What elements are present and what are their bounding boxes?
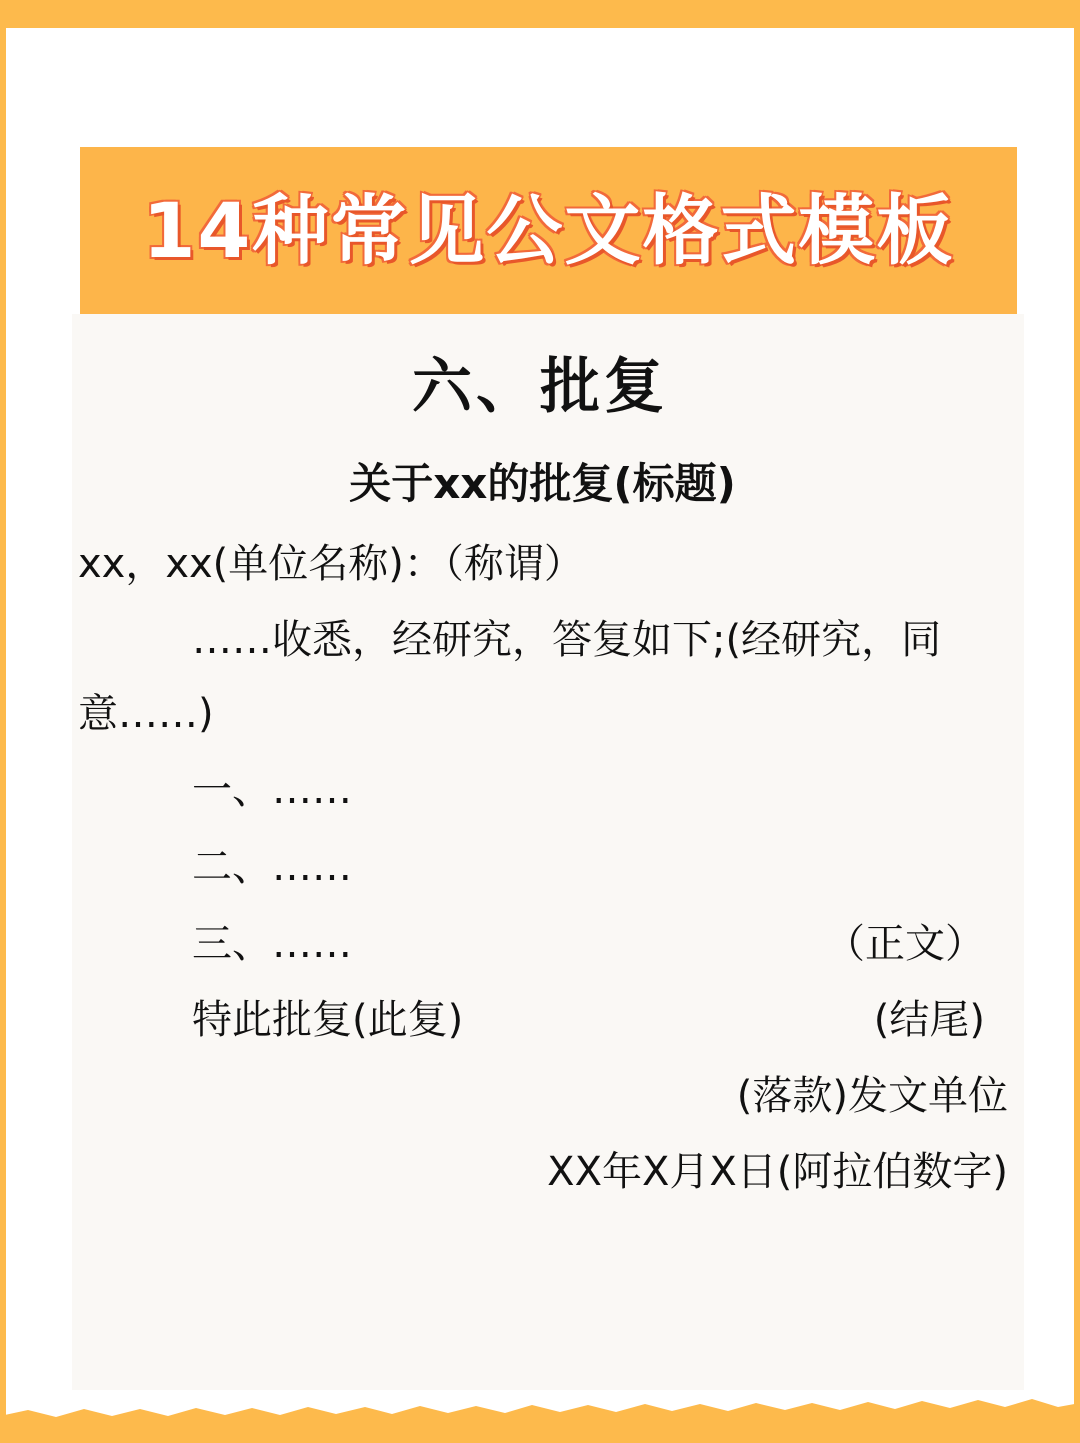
list-item: 三、…… <box>192 921 352 967</box>
banner-title: 14种常见公文格式模板 <box>142 186 955 275</box>
signature-line: (落款)发文单位 <box>736 1073 1008 1119</box>
closing-note: (结尾) <box>873 997 985 1043</box>
document-title: 关于xx的批复(标题) <box>349 459 736 508</box>
body-line-1: ……收悉，经研究，答复如下;(经研究，同 <box>192 617 942 663</box>
title-banner <box>80 147 1017 314</box>
torn-paper-bottom-edge <box>0 1383 1080 1443</box>
body-line-2: 意……) <box>78 691 214 737</box>
closing-line: 特此批复(此复) <box>192 997 464 1043</box>
salutation-line: xx，xx(单位名称)：（称谓） <box>78 541 584 587</box>
list-item: 二、…… <box>192 844 352 890</box>
body-note: （正文） <box>825 921 985 967</box>
list-item: 一、…… <box>192 767 352 813</box>
date-line: XX年X月X日(阿拉伯数字) <box>547 1149 1008 1195</box>
section-heading: 六、批复 <box>412 352 668 422</box>
